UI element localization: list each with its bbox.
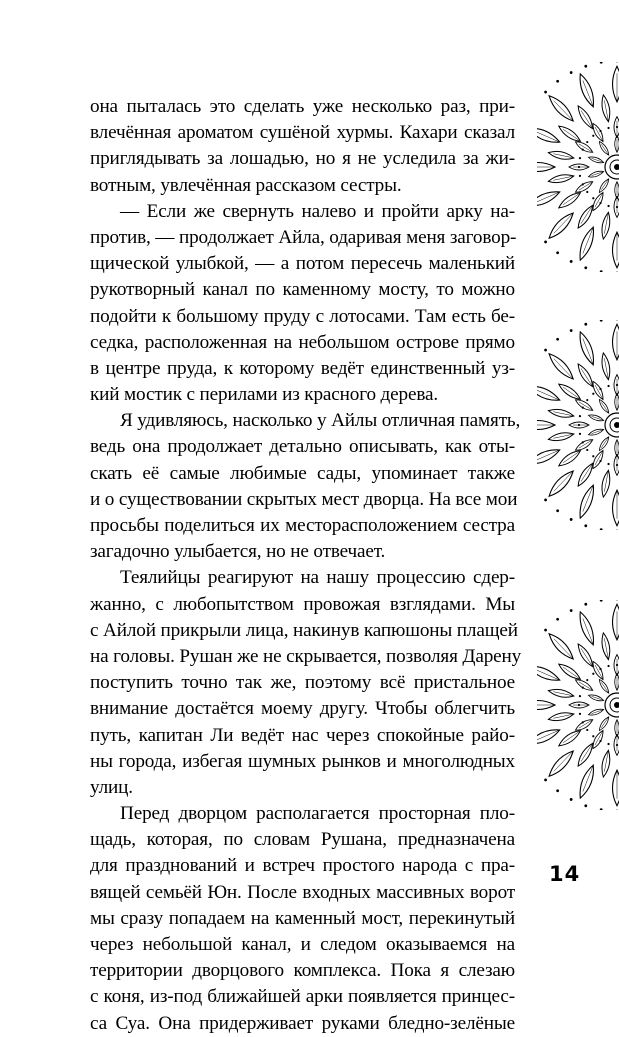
text-line: ведь она продолжает детально описывать, как оты- (90, 434, 515, 460)
text-line: щической улыбкой, — а потом пересечь маленький (90, 251, 515, 277)
text-line: Перед дворцом располагается просторная пло- (90, 801, 515, 827)
mandala-ornament-bottom (537, 600, 619, 810)
mandala-ornament-middle (537, 320, 619, 530)
text-line: — Если же свернуть налево и пройти арку на- (90, 199, 515, 225)
body-text (90, 94, 515, 1037)
text-line: улиц. (90, 775, 515, 801)
page-number: 14 (549, 862, 580, 886)
text-line: влечённая ароматом сушёной хурмы. Кахари сказал (90, 120, 515, 146)
text-line: седка, расположенная на небольшом острове прямо (90, 330, 515, 356)
text-line: для празднований и встреч простого народа с пра- (90, 853, 515, 879)
text-line: Я удивляюсь, насколько у Айлы отличная память, (90, 408, 515, 434)
text-line: против, — продолжает Айла, одаривая меня заговор- (90, 225, 515, 251)
text-line: внимание достаётся моему другу. Чтобы облегчить (90, 696, 515, 722)
text-line: через небольшой канал, и следом оказываемся на (90, 932, 515, 958)
text-line: вящей семьёй Юн. После входных массивных ворот (90, 880, 515, 906)
text-line: она пыталась это сделать уже несколько раз, при- (90, 94, 515, 120)
text-line: на головы. Рушан же не скрывается, позволяя Дарену (90, 644, 515, 670)
text-line: рукотворный канал по каменному мосту, то можно (90, 277, 515, 303)
text-line: подойти к большому пруду с лотосами. Там есть бе- (90, 304, 515, 330)
paragraph (90, 801, 515, 1037)
text-line: скать её самые любимые сады, упоминает также (90, 461, 515, 487)
text-line: загадочно улыбается, но не отвечает. (90, 539, 515, 565)
text-line: путь, капитан Ли ведёт нас через спокойные райо- (90, 723, 515, 749)
text-line: в центре пруда, к которому ведёт единственный уз- (90, 356, 515, 382)
text-line: территории дворцового комплекса. Пока я слезаю (90, 958, 515, 984)
paragraph (90, 94, 515, 199)
text-line: щадь, которая, по словам Рушана, предназначена (90, 827, 515, 853)
paragraph (90, 408, 515, 565)
paragraph (90, 565, 515, 801)
text-line: ны города, избегая шумных рынков и многолюдных (90, 749, 515, 775)
mandala-ornament-top (537, 62, 619, 272)
paragraph (90, 199, 515, 409)
text-line: Теялийцы реагируют на нашу процессию сдер- (90, 565, 515, 591)
text-line: са Суа. Она придерживает руками бледно-зелёные (90, 1011, 515, 1037)
text-line: и о существовании скрытых мест дворца. На все мои (90, 487, 515, 513)
text-line: с Айлой прикрыли лица, накинув капюшоны плащей (90, 618, 515, 644)
text-line: просьбы поделиться их месторасположением сестра (90, 513, 515, 539)
text-line: вотным, увлечённая рассказом сестры. (90, 173, 515, 199)
text-line: жанно, с любопытством провожая взглядами. Мы (90, 592, 515, 618)
text-line: поступить точно так же, поэтому всё пристальное (90, 670, 515, 696)
text-line: с коня, из-под ближайшей арки появляется принцес- (90, 984, 515, 1010)
text-line: кий мостик с перилами из красного дерева. (90, 382, 515, 408)
text-line: приглядывать за лошадью, но я не уследила за жи- (90, 146, 515, 172)
text-line: мы сразу попадаем на каменный мост, перекинутый (90, 906, 515, 932)
